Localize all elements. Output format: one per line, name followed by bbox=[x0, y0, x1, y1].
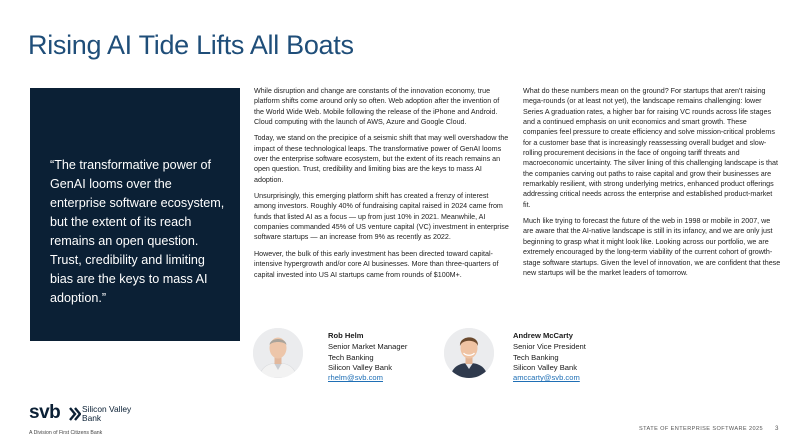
author-photo-andrew-mccarty bbox=[444, 328, 494, 378]
logo-wordmark: svb bbox=[29, 402, 61, 423]
logo-name-line2: Bank bbox=[82, 412, 102, 423]
body-paragraph: Unsurprisingly, this emerging platform shift has created a frenzy of interest among investors. Roughly 40% of fundraising capital raised in 2024 came from funds that listed AI as a focus — up from just 10% in 2021. Meanwhile, AI companies commanded 45% of US venture capital (VC) investment in enterprise software startups — an increase from 9% as recently as 2022. bbox=[254, 192, 509, 242]
footer-report-title: STATE OF ENTERPRISE SOFTWARE 2025 bbox=[639, 426, 764, 432]
author-email-link[interactable]: rhelm@svb.com bbox=[328, 373, 383, 383]
author-card-andrew-mccarty bbox=[513, 331, 586, 383]
svb-logo bbox=[29, 402, 189, 446]
person-photo-icon bbox=[444, 328, 494, 378]
page-title: Rising AI Tide Lifts All Boats bbox=[28, 30, 354, 60]
author-photo-rob-helm bbox=[253, 328, 303, 378]
author-company: Silicon Valley Bank bbox=[328, 362, 393, 372]
body-column-right bbox=[523, 86, 781, 284]
logo-name-line1: Silicon Valley bbox=[82, 404, 132, 414]
body-paragraph: What do these numbers mean on the ground? For startups that aren’t raising mega-rounds (or at least not yet), the landscape remains challenging: lower Series A graduation rates, a higher bar for raising VC rounds across life stages and a continued emphasis on unit economics and smart growth. These companies feel pressure to create efficiency and solve mission-critical problems for a customer base that is increasingly reassessing overall budget and slow-rolling procurement decisions in the face of ongoing tariff threats and macroeconomic uncertainty. The silver lining of this challenging landscape is that the companies carving out paths to raise capital and grow their businesses are remarkably resilient, with strong underlying metrics, enhanced product offerings addressing critical needs across the enterprise and established product-market fit. bbox=[523, 87, 778, 209]
pull-quote-text: “The transformative power of GenAI looms over the enterprise software ecosystem, but the extent of its reach remains an open question. Trust, credibility and limiting bias are the keys to mass AI adoption.” bbox=[50, 158, 225, 305]
body-paragraph: Much like trying to forecast the future of the web in 1998 or mobile in 2007, we are aware that the AI-native landscape is still in its infancy, and we are only just beginning to grasp what it might look like. Looking across our portfolio, we are extremely encouraged by the long-term viability of the current cohort of growth-stage software startups. Given the level of innovation, we are confident that these new startups will be the market leaders of tomorrow. bbox=[523, 217, 781, 277]
person-photo-icon bbox=[253, 328, 303, 378]
page-number: 3 bbox=[775, 425, 779, 432]
author-name: Rob Helm bbox=[328, 331, 364, 340]
body-paragraph: While disruption and change are constants of the innovation economy, true platform shifts come around only so often. Web adoption after the invention of the World Wide Web. Mobile following the release of the iPhone and Android. Cloud computing with the launch of AWS, Azure and Google Cloud. bbox=[254, 87, 500, 127]
author-card-rob-helm bbox=[328, 331, 407, 383]
pull-quote-panel bbox=[30, 88, 240, 341]
author-group: Tech Banking bbox=[328, 352, 374, 362]
logo-subtitle: A Division of First Citizens Bank bbox=[29, 430, 103, 436]
author-name: Andrew McCarty bbox=[513, 331, 573, 340]
author-title: Senior Vice President bbox=[513, 342, 586, 352]
logo-chevron-icon bbox=[69, 407, 81, 421]
author-email-link[interactable]: amccarty@svb.com bbox=[513, 373, 580, 383]
logo-bank-name bbox=[82, 405, 131, 422]
body-paragraph: However, the bulk of this early investment has been directed toward capital-intensive hypergrowth and/or core AI businesses. More than three-quarters of capital invested into US AI startups came from rounds of $100M+. bbox=[254, 249, 499, 279]
body-paragraph: Today, we stand on the precipice of a seismic shift that may well overshadow the impact of these technological leaps. The transformative power of GenAI looms over the enterprise software ecosystem, but the extent of its reach remains an open question. Trust, credibility and limiting bias are the keys to mass AI adoption. bbox=[254, 134, 509, 184]
body-column-left bbox=[254, 86, 509, 286]
author-title: Senior Market Manager bbox=[328, 342, 408, 352]
author-company: Silicon Valley Bank bbox=[513, 362, 578, 372]
author-group: Tech Banking bbox=[513, 352, 559, 362]
